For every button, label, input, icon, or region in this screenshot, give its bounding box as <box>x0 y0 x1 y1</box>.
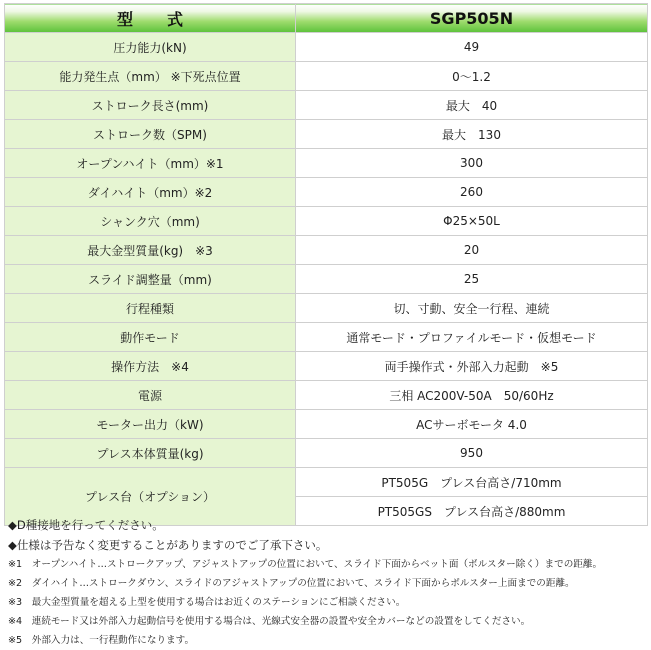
row-value: 25 <box>296 265 648 294</box>
row-label: スライド調整量（mm) <box>5 265 296 294</box>
table-row <box>5 62 648 91</box>
note-line: ※2 ダイハイト…ストロークダウン、スライドのアジャストアップの位置において、スライド下面からボルスター上面までの距離。 <box>8 578 575 589</box>
note-line: ※1 オープンハイト…ストロークアップ、アジャストアップの位置において、スライド下面からベット面（ボルスター除く）までの距離。 <box>8 559 603 570</box>
row-value: 300 <box>296 149 648 178</box>
note-line: ※3 最大金型質量を超える上型を使用する場合はお近くのステーションにご相談ください。 <box>8 597 406 608</box>
note-line: ※5 外部入力は、一行程動作になります。 <box>8 635 195 646</box>
row-label: 行程種類 <box>5 294 296 323</box>
table-row <box>5 410 648 439</box>
table-row <box>5 439 648 468</box>
table-row <box>5 236 648 265</box>
row-value: 950 <box>296 439 648 468</box>
row-value: 最大 130 <box>296 120 648 149</box>
row-value: 通常モード・プロファイルモード・仮想モード <box>296 323 648 352</box>
row-label: オープンハイト（mm）※1 <box>5 149 296 178</box>
note-line: ◆仕様は予告なく変更することがありますのでご了承下さい。 <box>8 538 328 552</box>
table-row <box>5 381 648 410</box>
table-row <box>5 207 648 236</box>
note-line: ※4 連続モード又は外部入力起動信号を使用する場合は、光線式安全器の設置や安全カバーなどの設置をしてください。 <box>8 616 531 627</box>
row-value: PT505GS プレス台高さ/880mm <box>296 497 648 526</box>
table-row <box>5 178 648 207</box>
row-value: ACサーボモータ 4.0 <box>296 410 648 439</box>
row-label: 圧力能力(kN) <box>5 33 296 62</box>
row-label: ストローク数（SPM) <box>5 120 296 149</box>
row-label: 操作方法 ※4 <box>5 352 296 381</box>
table-row <box>5 149 648 178</box>
row-label: モーター出力（kW) <box>5 410 296 439</box>
row-value: 最大 40 <box>296 91 648 120</box>
table-row <box>5 91 648 120</box>
spec-table <box>4 3 648 526</box>
table-row <box>5 33 648 62</box>
row-value: 49 <box>296 33 648 62</box>
table-row <box>5 265 648 294</box>
table-row <box>5 120 648 149</box>
row-value: Φ25×50L <box>296 207 648 236</box>
row-value: 0～1.2 <box>296 62 648 91</box>
row-label: 能力発生点（mm） ※下死点位置 <box>5 62 296 91</box>
table-row <box>5 323 648 352</box>
note-line: ◆D種接地を行ってください。 <box>8 518 164 532</box>
row-value: 切、寸動、安全一行程、連続 <box>296 294 648 323</box>
row-value: PT505G プレス台高さ/710mm <box>296 468 648 497</box>
row-value: 260 <box>296 178 648 207</box>
row-label: 最大金型質量(kg) ※3 <box>5 236 296 265</box>
row-label: 電源 <box>5 381 296 410</box>
row-value: 両手操作式・外部入力起動 ※5 <box>296 352 648 381</box>
table-row <box>5 352 648 381</box>
row-value: 20 <box>296 236 648 265</box>
row-label: 動作モード <box>5 323 296 352</box>
table-row <box>5 294 648 323</box>
row-label: プレス台（オプション） <box>5 468 296 526</box>
table-header-row <box>5 4 648 33</box>
row-label: ストローク長さ(mm) <box>5 91 296 120</box>
row-label: シャンク穴（mm) <box>5 207 296 236</box>
row-label: プレス本体質量(kg) <box>5 439 296 468</box>
row-value: 三相 AC200V-50A 50/60Hz <box>296 381 648 410</box>
row-label: ダイハイト（mm）※2 <box>5 178 296 207</box>
header-type-label: 型式 <box>5 4 296 33</box>
footnotes <box>8 515 644 650</box>
table-row-press-table <box>5 468 648 497</box>
header-model-name: SGP505N <box>296 4 648 33</box>
